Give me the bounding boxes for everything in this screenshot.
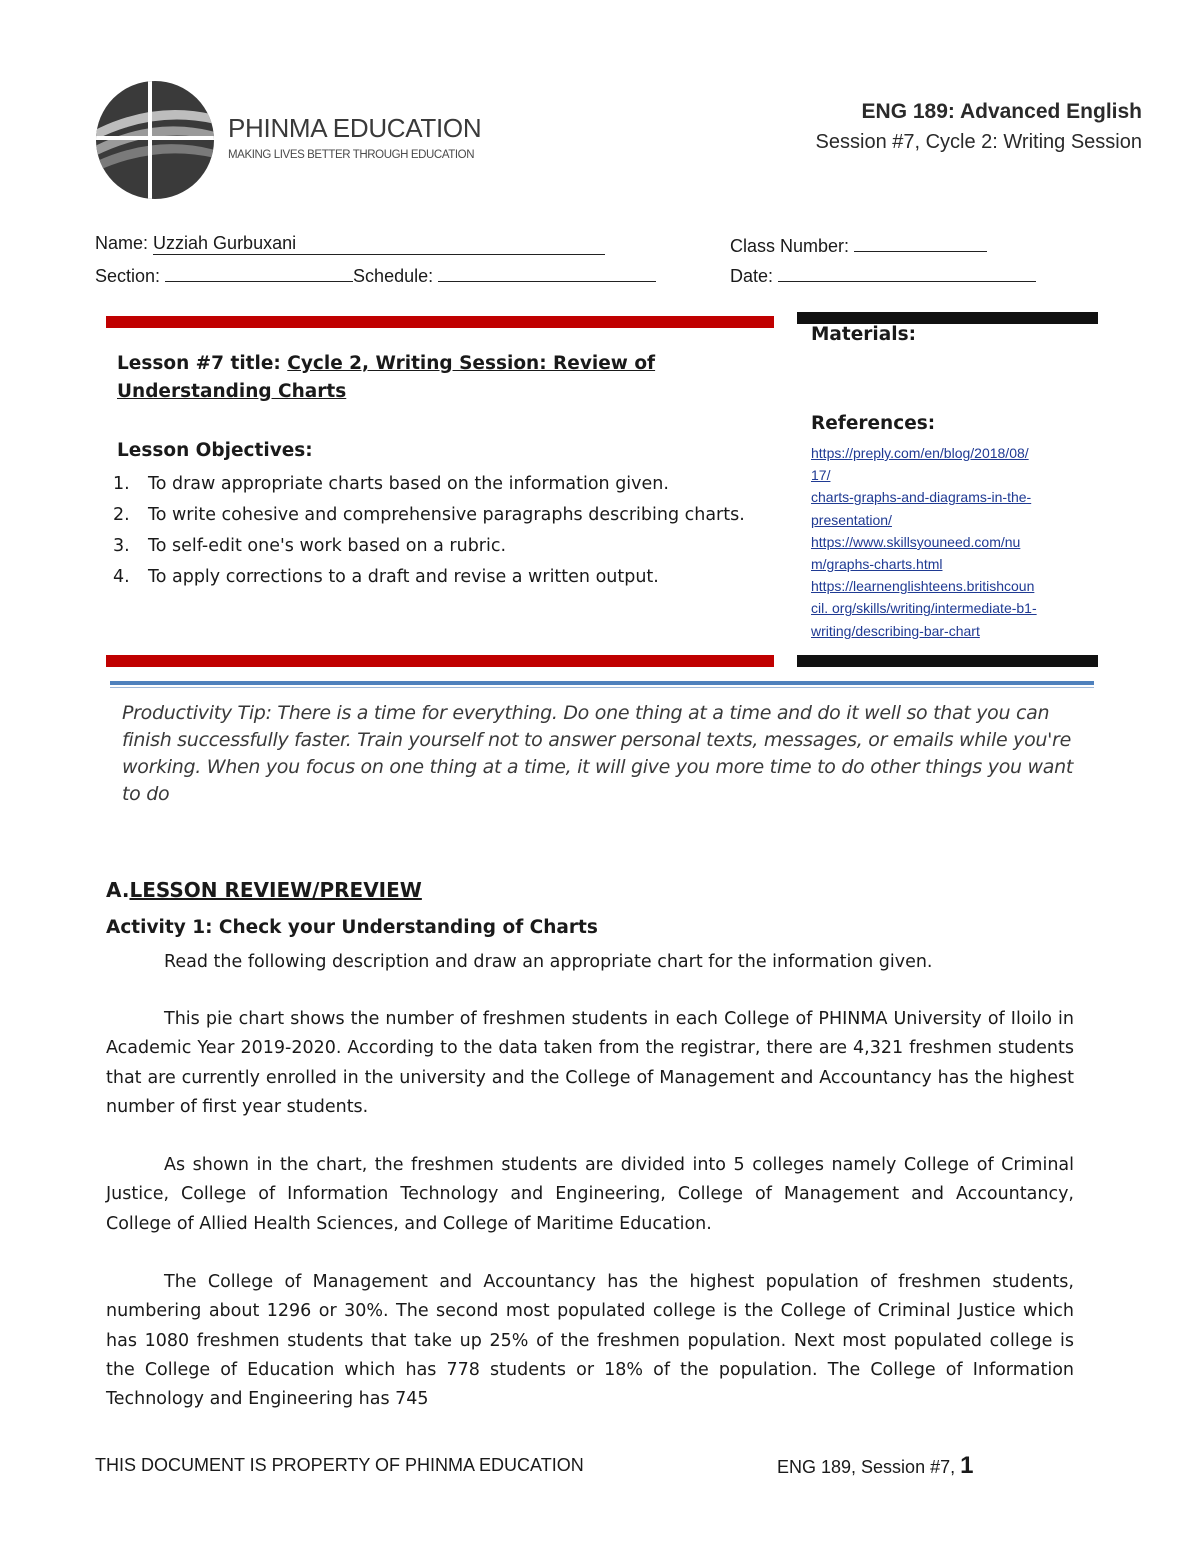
name-label: Name: [95,233,154,253]
page-number: 1 [960,1452,974,1479]
objective-item: 1. To draw appropriate charts based on the information given. [113,474,669,494]
materials-heading: Materials: [811,324,916,345]
reference-link[interactable]: charts-graphs-and-diagrams-in-the- [811,489,1032,506]
class-number-input[interactable] [854,233,987,252]
reference-link[interactable]: https://preply.com/en/blog/2018/08/ [811,445,1029,461]
blue-rule [110,681,1094,685]
references-list [811,442,1091,642]
name-value[interactable]: Uzziah Gurbuxani [153,233,605,255]
date-field [730,263,1036,287]
date-input[interactable] [778,263,1036,282]
logo-tagline: MAKING LIVES BETTER THROUGH EDUCATION [228,149,475,161]
objectives-heading: Lesson Objectives: [117,440,313,461]
schedule-label: Schedule: [353,266,439,286]
paragraph: The College of Management and Accountancy has the highest population of freshmen students, numbering about 1296 or 30%. The second most populated college is the College of Criminal Justice which has 1080 freshmen students that take up 25% of the freshmen population. Next most populated college is the College of Education which has 778 students or 18% of the population. The College of Information Technology and Engineering has 745 [106,1272,1074,1410]
paragraph: As shown in the chart, the freshmen students are divided into 5 colleges namely College of Criminal Justice, College of Information Technology and Engineering, College of Management and Accountancy, College of Allied Health Sciences, and College of Maritime Education. [106,1155,1074,1234]
reference-link[interactable]: https://www.skillsyouneed.com/nu [811,533,1021,550]
lesson-title [117,350,677,406]
reference-link[interactable]: m/graphs-charts.html [811,556,943,573]
date-label: Date: [730,266,779,286]
objective-item: 3. To self-edit one's work based on a rubric. [113,536,507,556]
schedule-input[interactable] [438,263,656,282]
activity-title: Activity 1: Check your Understanding of Charts [106,917,598,938]
lesson-title-prefix: Lesson #7 title: [117,353,288,374]
top-red-divider [106,316,774,328]
productivity-tip: Productivity Tip: There is a time for everything. Do one thing at a time and do it well so that you can finish successfully faster. Train yourself not to answer personal texts, messages, or emails while you're working. When you focus on one thing at a time, it will give you more time to do other things you want to do [122,702,1073,805]
class-number-field [730,233,987,257]
bottom-black-divider [797,655,1098,667]
bottom-red-divider [106,655,774,667]
references-heading: References: [811,413,936,434]
objectives-list [113,470,773,594]
blue-rule-thin [110,687,1094,688]
section-input[interactable] [165,263,353,282]
section-letter: A. [106,878,130,902]
objective-item: 4. To apply corrections to a draft and revise a written output. [113,567,659,587]
lesson-title-value: Cycle 2, Writing Session: Review of Understanding Charts [117,353,656,402]
reference-link[interactable]: https://learnenglishteens.britishcoun [811,578,1035,595]
objective-item: 2. To write cohesive and comprehensive paragraphs describing charts. [113,505,745,525]
name-field [95,233,605,255]
course-title: ENG 189: Advanced English [861,100,1142,123]
section-field [95,263,656,287]
paragraph: This pie chart shows the number of freshmen students in each College of PHINMA University of Iloilo in Academic Year 2019-2020. According to the data taken from the registrar, there are 4,321 freshmen students that are currently enrolled in the university and the College of Management and Accountancy has the highest number of first year students. [106,1009,1074,1117]
reference-link[interactable]: cil. org/skills/writing/intermediate-b1- [811,600,1037,617]
logo-name: PHINMA EDUCATION [228,113,482,143]
section-a-heading [106,878,422,902]
reference-link[interactable]: presentation/ [811,511,892,528]
reference-link[interactable]: writing/describing-bar-chart [811,622,980,639]
session-title: Session #7, Cycle 2: Writing Session [815,131,1142,153]
footer-property-notice: THIS DOCUMENT IS PROPERTY OF PHINMA EDUCATION [95,1455,584,1475]
class-number-label: Class Number: [730,236,855,256]
activity-instruction: Read the following description and draw an appropriate chart for the information given. [164,952,933,972]
top-black-divider [797,312,1098,324]
section-title: LESSON REVIEW/PREVIEW [129,878,422,902]
footer-course-session: ENG 189, Session #7, [777,1457,961,1477]
section-label: Section: [95,266,166,286]
reference-link[interactable]: 17/ [811,467,831,484]
footer-page-info [777,1452,973,1480]
